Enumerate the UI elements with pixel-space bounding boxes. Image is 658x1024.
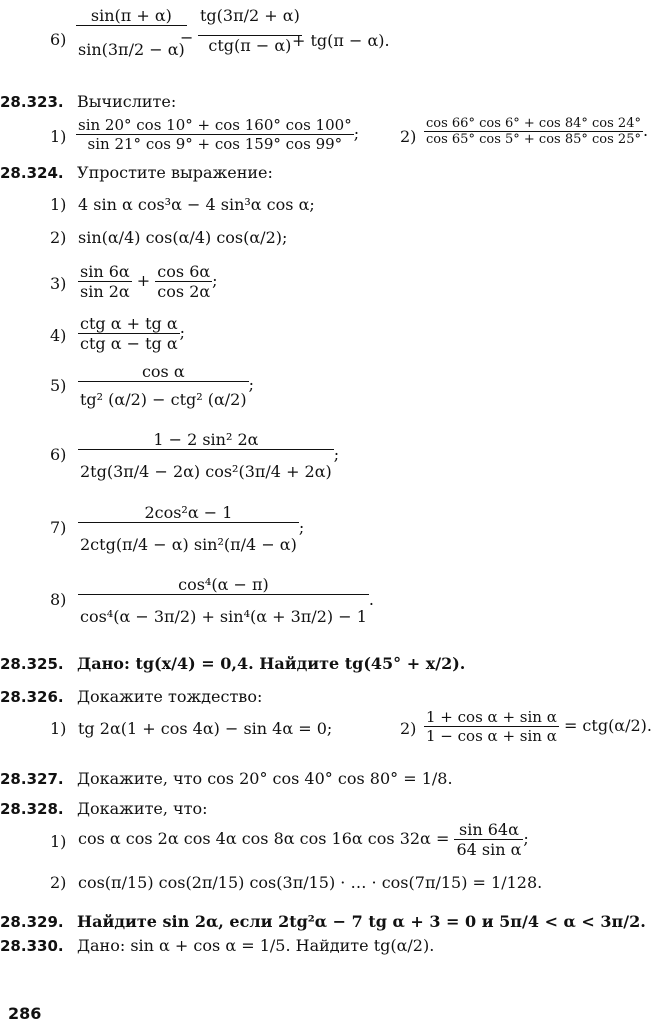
denominator: sin 21° cos 9° + cos 159° cos 99°	[87, 135, 343, 153]
lhs: cos α cos 2α cos 4α cos 8α cos 16α cos 32α =	[78, 829, 450, 848]
problem-number: 28.329.	[0, 913, 64, 931]
numerator: cos⁴(α − π)	[78, 575, 369, 595]
item-label: 2)	[50, 228, 67, 247]
p322-tail: + tg(π − α).	[292, 31, 390, 50]
problem-number: 28.328.	[0, 800, 64, 818]
item-label: 1)	[50, 832, 67, 851]
problem-text: Дано: sin α + cos α = 1/5. Найдите tg(α/2).	[77, 936, 435, 955]
item-expr	[78, 575, 374, 626]
item-expr	[78, 362, 254, 409]
numerator: 1 − 2 sin² 2α	[78, 430, 334, 450]
item-label: 6)	[50, 445, 67, 464]
problem-number: 28.326.	[0, 688, 64, 706]
numerator: sin 64α	[454, 820, 523, 840]
problem-text: Докажите тождество:	[77, 687, 263, 706]
plus: +	[136, 271, 151, 290]
item-label: 5)	[50, 376, 67, 395]
denominator: cos 65° cos 5° + cos 85° cos 25°	[426, 132, 641, 147]
item-expr: sin(α/4) cos(α/4) cos(α/2);	[78, 228, 288, 247]
item-expr	[78, 820, 529, 859]
numerator: cos α	[78, 362, 249, 382]
punct: .	[642, 121, 649, 140]
p322-frac2	[198, 6, 302, 55]
numerator: sin 20° cos 10° + cos 160° cos 100°	[78, 116, 352, 134]
denominator: cos⁴(α − 3π/2) + sin⁴(α + 3π/2) − 1	[80, 607, 367, 626]
page-number: 286	[8, 1004, 42, 1023]
item-label: 3)	[50, 274, 67, 293]
problem-text: Найдите sin 2α, если 2tg²α − 7 tg α + 3 = 0 и 5π/4 < α < 3π/2.	[77, 912, 646, 931]
problem-text: Докажите, что cos 20° cos 40° cos 80° = 1/8.	[77, 769, 453, 788]
punct: ;	[333, 445, 340, 464]
item-expr	[424, 708, 652, 745]
punct: ;	[298, 518, 305, 537]
problem-text: Дано: tg(x/4) = 0,4. Найдите tg(45° + x/2).	[77, 654, 466, 673]
numerator: sin(π + α)	[76, 6, 187, 26]
item-label: 8)	[50, 590, 67, 609]
item-expr: cos(π/15) cos(2π/15) cos(3π/15) · … · cos(7π/15) = 1/128.	[78, 873, 543, 892]
numerator: tg(3π/2 + α)	[198, 6, 302, 36]
problem-number: 28.327.	[0, 770, 64, 788]
problem-number: 28.325.	[0, 655, 64, 673]
denominator: ctg α − tg α	[80, 334, 178, 353]
punct: ;	[248, 375, 254, 394]
denominator: 1 − cos α + sin α	[426, 727, 557, 745]
p322-frac1	[76, 6, 187, 59]
denominator: sin 2α	[80, 282, 130, 301]
numerator: ctg α + tg α	[80, 314, 178, 333]
item-label: 1)	[50, 719, 67, 738]
denominator: tg² (α/2) − ctg² (α/2)	[80, 390, 247, 409]
numerator: sin 6α	[80, 262, 130, 281]
denominator: ctg(π − α)	[208, 36, 292, 55]
p323-frac2	[424, 116, 648, 147]
problem-number: 28.323.	[0, 93, 64, 111]
item-label: 2)	[50, 873, 67, 892]
item-expr: tg 2α(1 + cos 4α) − sin 4α = 0;	[78, 719, 333, 738]
denominator: cos 2α	[157, 282, 211, 301]
item-expr	[78, 314, 185, 353]
punct: ;	[353, 124, 360, 143]
punct: ;	[523, 829, 529, 848]
p323-frac1	[76, 116, 359, 153]
denominator: 2ctg(π/4 − α) sin²(π/4 − α)	[80, 535, 297, 554]
item-expr	[78, 503, 304, 554]
p322-item6	[50, 30, 66, 49]
problem-text: Упростите выражение:	[77, 163, 273, 182]
item-label: 2)	[400, 127, 417, 146]
problem-text: Вычислите:	[77, 92, 177, 111]
problem-number: 28.330.	[0, 937, 64, 955]
item-expr	[78, 430, 339, 481]
tail: = ctg(α/2).	[563, 716, 653, 735]
punct: ;	[179, 323, 186, 342]
problem-text: Докажите, что:	[77, 799, 208, 818]
denominator: 64 sin α	[456, 840, 522, 859]
item-label: 7)	[50, 518, 67, 537]
item-label: 1)	[50, 195, 67, 214]
numerator: cos 6α	[157, 262, 211, 281]
item-label: 6)	[50, 30, 67, 49]
denominator: sin(3π/2 − α)	[78, 40, 185, 59]
punct: ;	[212, 271, 218, 290]
item-label: 4)	[50, 326, 67, 345]
punct: .	[368, 590, 374, 609]
denominator: 2tg(3π/4 − 2α) cos²(3π/4 + 2α)	[80, 462, 332, 481]
numerator: 1 + cos α + sin α	[426, 708, 557, 726]
problem-number: 28.324.	[0, 164, 64, 182]
item-expr: 4 sin α cos³α − 4 sin³α cos α;	[78, 195, 315, 214]
item-label: 1)	[50, 127, 67, 146]
numerator: cos 66° cos 6° + cos 84° cos 24°	[426, 116, 641, 131]
item-expr	[78, 262, 218, 301]
numerator: 2cos²α − 1	[78, 503, 299, 523]
item-label: 2)	[400, 719, 417, 738]
minus-sign: −	[180, 28, 194, 47]
